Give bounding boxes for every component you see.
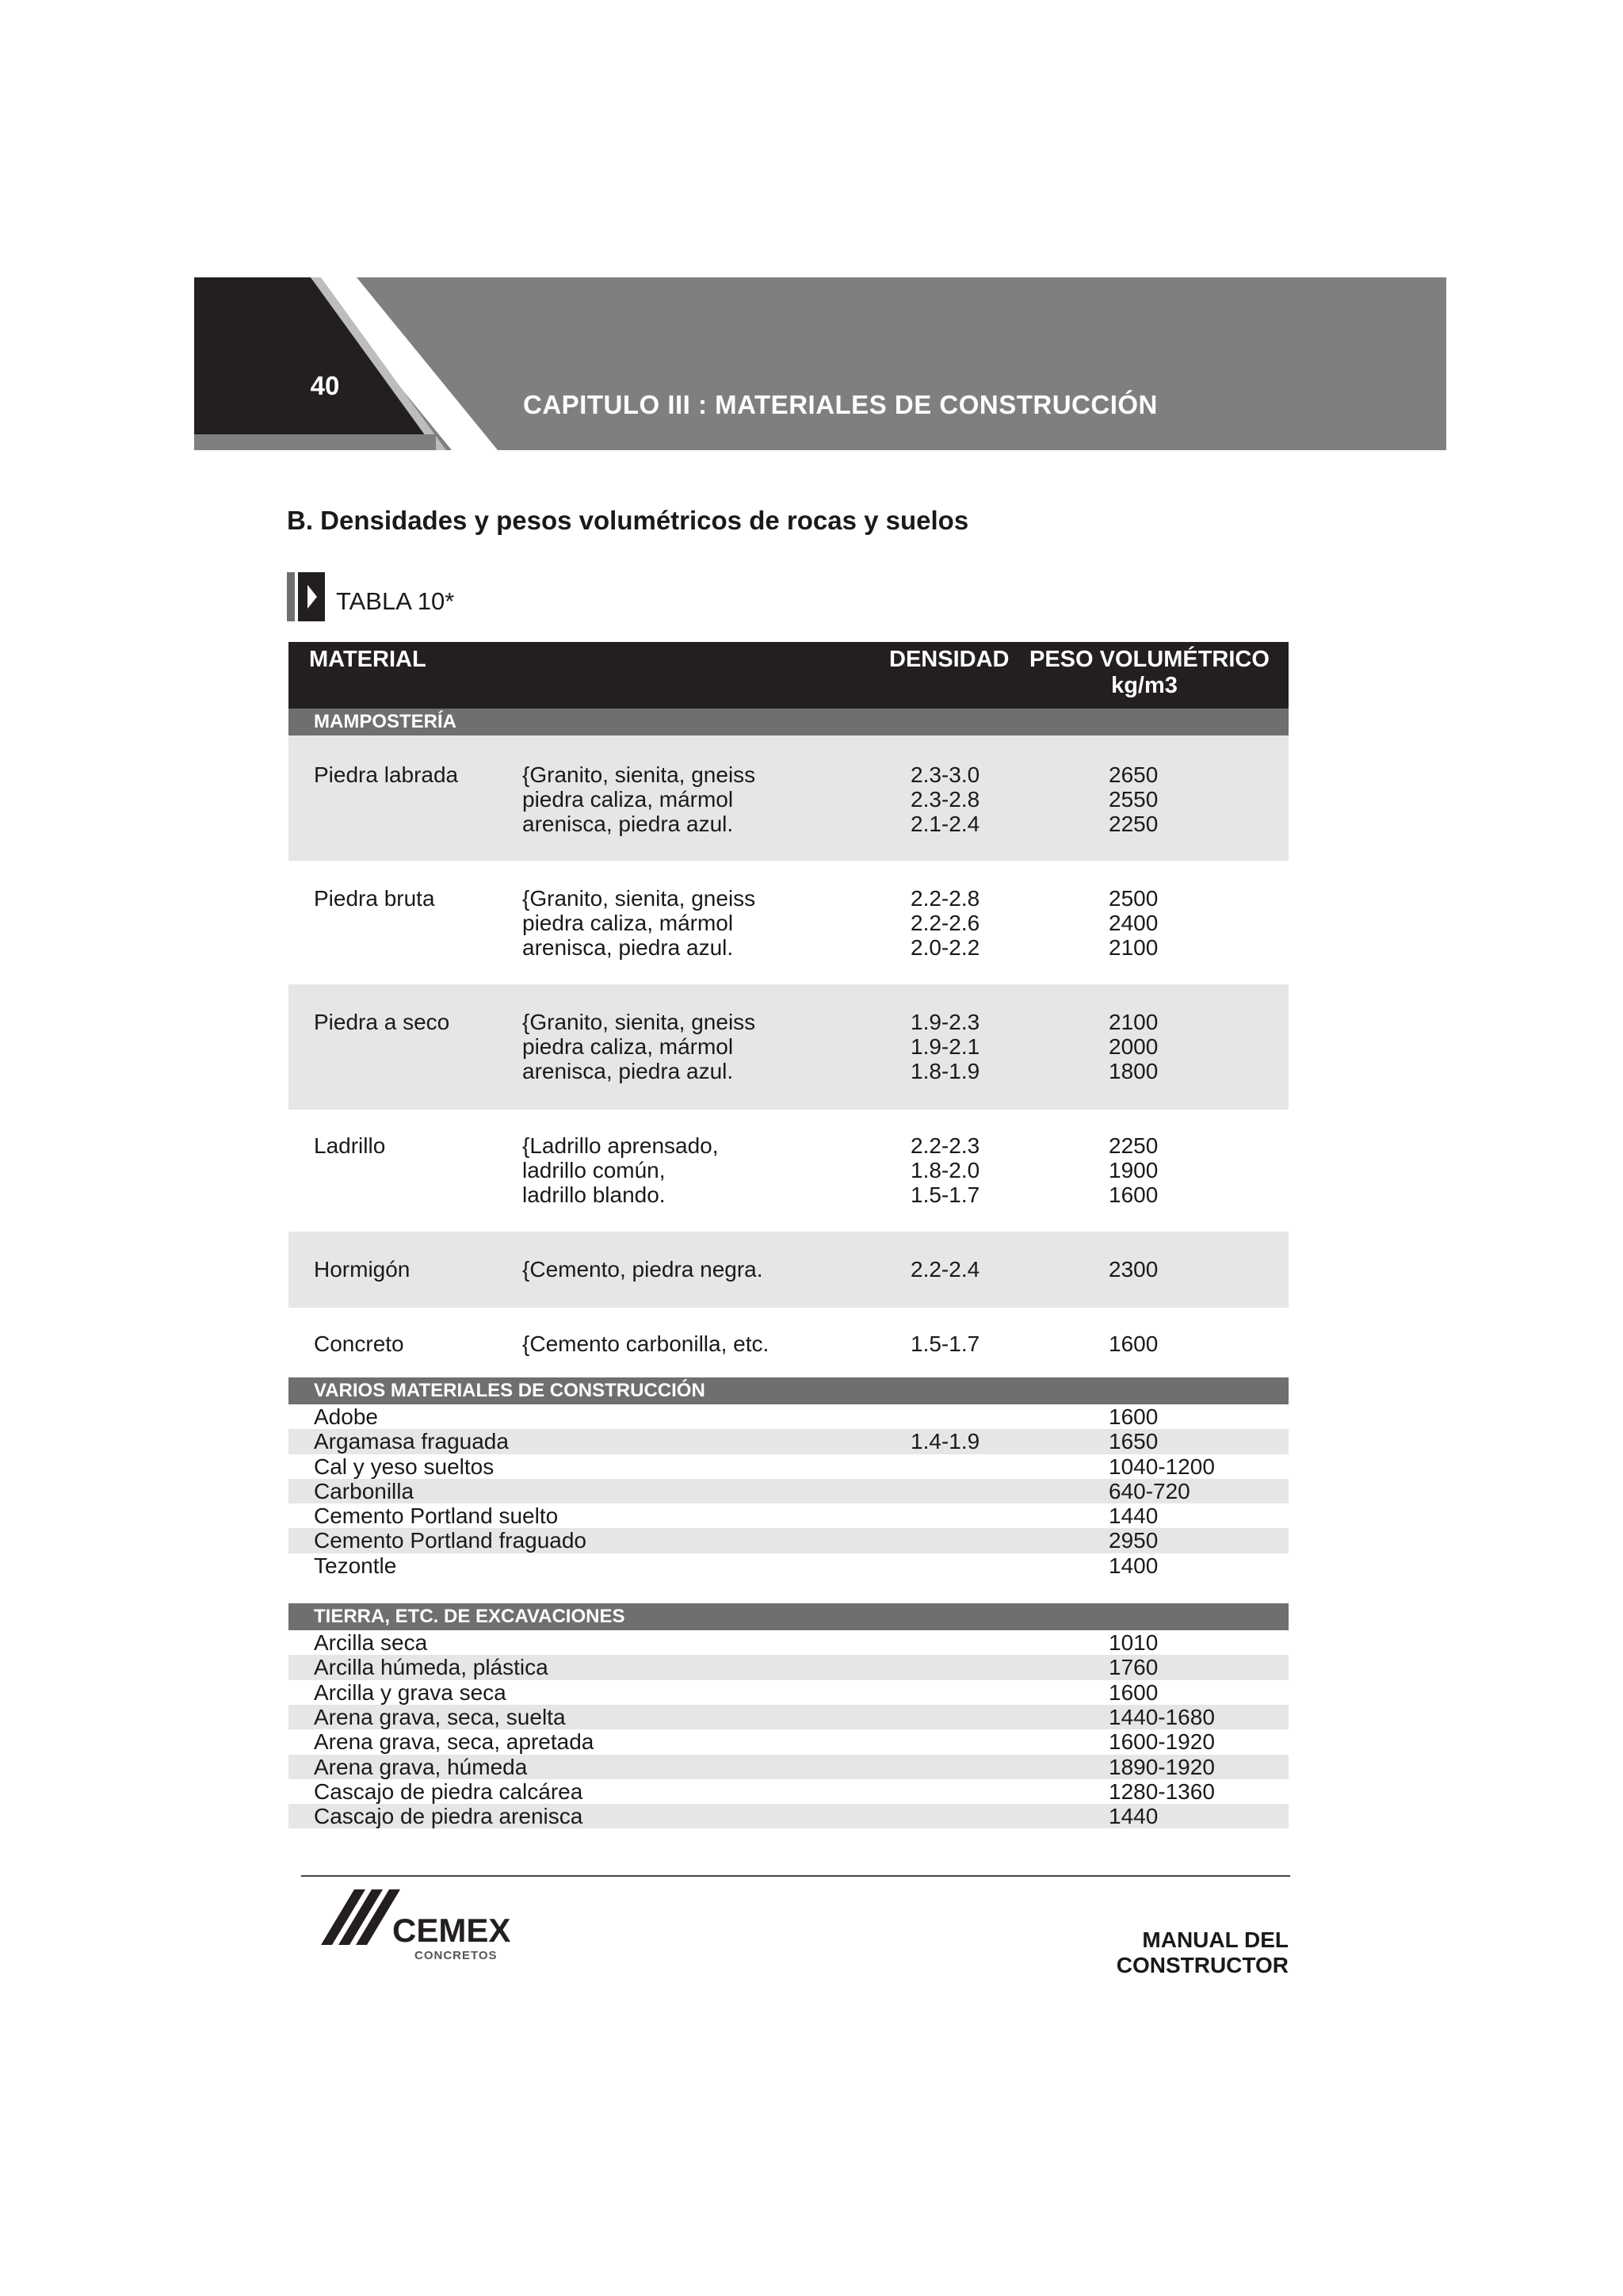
row-material: Piedra a seco <box>314 1010 450 1034</box>
row-material: Concreto <box>314 1331 404 1356</box>
row-densidad: 2.2-2.4 <box>911 1257 980 1282</box>
table-row: Cemento Portland suelto 1440 <box>314 1503 1159 1529</box>
row-description: {Granito, sienita, gneiss piedra caliza, mármol arenisca, piedra azul. <box>522 886 756 960</box>
category-varios: VARIOS MATERIALES DE CONSTRUCCIÓN <box>288 1377 1289 1404</box>
chapter-title: CAPITULO III : MATERIALES DE CONSTRUCCIÓN <box>523 390 1158 419</box>
row-densidad: 2.3-3.0 2.3-2.8 2.1-2.4 <box>911 762 980 836</box>
header-graphic <box>194 277 1446 450</box>
row-material: Hormigón <box>314 1257 411 1282</box>
row-densidad: 1.5-1.7 <box>911 1331 980 1356</box>
row-peso: 1600 <box>1109 1331 1159 1356</box>
row-peso: 2100 2000 1800 <box>1109 1010 1159 1083</box>
header-material: MATERIAL <box>309 647 426 672</box>
table-row: Cal y yeso sueltos 1040-1200 <box>314 1454 1215 1479</box>
table-row: Cemento Portland fraguado 2950 <box>288 1528 1289 1553</box>
header-peso: PESO VOLUMÉTRICO kg/m3 <box>1029 647 1270 698</box>
table-row <box>288 984 1289 1110</box>
table-row <box>288 735 1289 861</box>
section-title: B. Densidades y pesos volumétricos de rocas y suelos <box>287 506 969 535</box>
row-description: {Ladrillo aprensado, ladrillo común, ladrillo blando. <box>522 1133 719 1207</box>
row-description: {Cemento, piedra negra. <box>522 1257 763 1282</box>
row-peso: 2250 1900 1600 <box>1109 1133 1159 1207</box>
density-table <box>288 642 1289 1828</box>
table-row: Arena grava, seca, suelta 1440-1680 <box>288 1705 1289 1729</box>
row-peso: 2500 2400 2100 <box>1109 886 1159 960</box>
table-row <box>288 1110 1289 1232</box>
table-header <box>288 642 1289 709</box>
table-row: Arena grava, húmeda 1890-1920 <box>288 1755 1289 1779</box>
table-row <box>288 1232 1289 1308</box>
table-row: Arcilla seca 1010 <box>314 1630 1159 1656</box>
table-row: Cascajo de piedra arenisca 1440 <box>288 1804 1289 1828</box>
manual-title: MANUAL DEL CONSTRUCTOR <box>1116 1927 1289 1977</box>
row-densidad: 2.2-2.3 1.8-2.0 1.5-1.7 <box>911 1133 980 1207</box>
table-row: Tezontle 1400 <box>314 1553 1159 1578</box>
header-base-strip <box>194 434 436 450</box>
category-tierra: TIERRA, ETC. DE EXCAVACIONES <box>288 1603 1289 1630</box>
table-row: Arcilla húmeda, plástica 1760 <box>288 1655 1289 1679</box>
logo-wordmark: CEMEX <box>392 1912 511 1949</box>
row-description: {Cemento carbonilla, etc. <box>522 1331 769 1356</box>
row-description: {Granito, sienita, gneiss piedra caliza, mármol arenisca, piedra azul. <box>522 762 756 836</box>
row-material: Ladrillo <box>314 1133 386 1158</box>
table-row: Arena grava, seca, apretada 1600-1920 <box>314 1729 1215 1755</box>
row-peso: 2300 <box>1109 1257 1159 1282</box>
table-label <box>287 571 454 623</box>
row-densidad: 1.9-2.3 1.9-2.1 1.8-1.9 <box>911 1010 980 1083</box>
table-row <box>288 861 1289 984</box>
table-spacer <box>288 1578 1289 1603</box>
row-description: {Granito, sienita, gneiss piedra caliza, mármol arenisca, piedra azul. <box>522 1010 756 1083</box>
table-row: Adobe 1600 <box>314 1404 1159 1429</box>
table-row <box>288 1308 1289 1377</box>
table-row: Cascajo de piedra calcárea 1280-1360 <box>314 1778 1215 1804</box>
footer-divider <box>301 1875 1290 1877</box>
chapter-header: 40 CAPITULO III : MATERIALES DE CONSTRUCCIÓN <box>194 277 1446 450</box>
table-row: Carbonilla 640-720 <box>288 1479 1289 1503</box>
play-arrow-icon <box>287 571 327 623</box>
row-material: Piedra labrada <box>314 762 459 787</box>
row-peso: 2650 2550 2250 <box>1109 762 1159 836</box>
row-material: Piedra bruta <box>314 886 435 911</box>
table-label-text: TABLA 10* <box>336 587 455 615</box>
header-densidad: DENSIDAD <box>889 647 1010 672</box>
category-mamposteria: MAMPOSTERÍA <box>288 709 1289 735</box>
table-row: Argamasa fraguada 1.4-1.9 1650 <box>288 1429 1289 1454</box>
table-row: Arcilla y grava seca 1600 <box>314 1679 1159 1705</box>
row-densidad: 2.2-2.8 2.2-2.6 2.0-2.2 <box>911 886 980 960</box>
cemex-logo <box>321 1889 527 1961</box>
logo-subtitle: CONCRETOS <box>414 1949 498 1961</box>
